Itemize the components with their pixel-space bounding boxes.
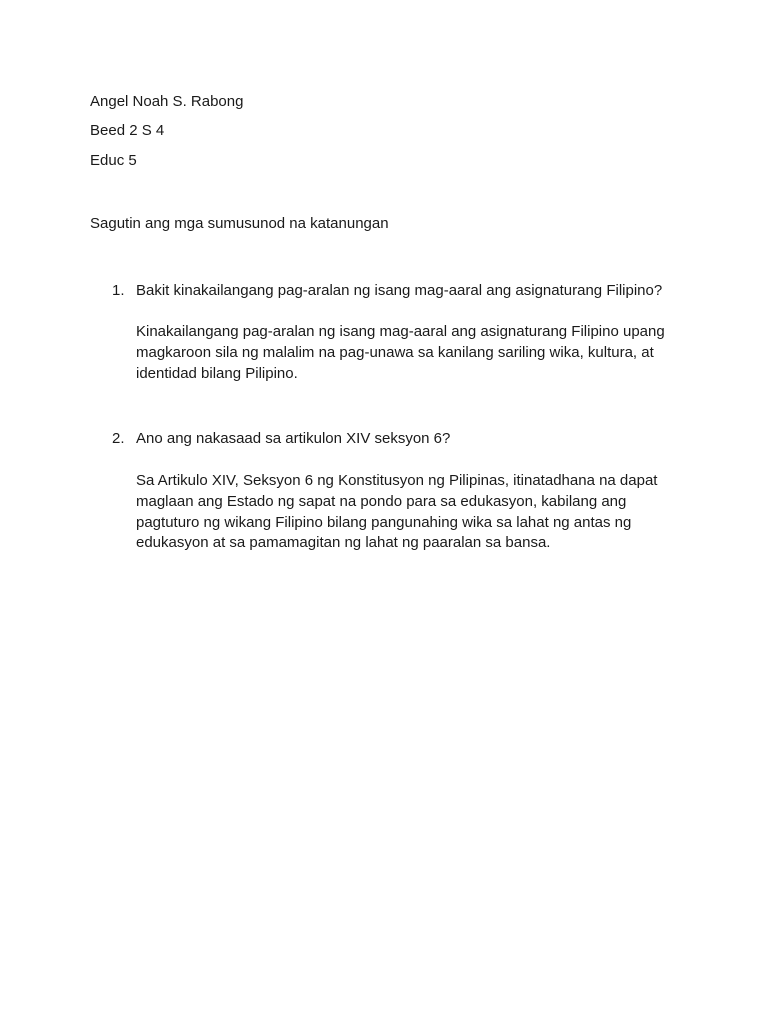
course-subject: Educ 5 <box>90 152 137 169</box>
question-number: 1. <box>112 282 125 299</box>
answer-text: Kinakailangang pag-aralan ng isang mag-aaral ang asignaturang Filipino upang magkaroon sila ng malalim na pag-unawa sa kanilang sariling wika, kultura, at identidad bilang Pilipino. <box>136 323 665 382</box>
question-text: Bakit kinakailangang pag-aralan ng isang mag-aaral ang asignaturang Filipino? <box>136 282 663 299</box>
answer-text: Sa Artikulo XIV, Seksyon 6 ng Konstitusyon ng Pilipinas, itinatadhana na dapat maglaan ang Estado ng sapat na pondo para sa edukasyon, kabilang ang pagtuturo ng wikang Filipino bilang pangunahing wika sa lahat ng antas ng edukasyon at sa pamamagitan ng lahat ng paaralan sa bansa. <box>136 472 658 552</box>
student-name: Angel Noah S. Rabong <box>90 93 244 110</box>
question-number: 2. <box>112 430 125 447</box>
student-section: Beed 2 S 4 <box>90 122 165 139</box>
question-text: Ano ang nakasaad sa artikulon XIV seksyon 6? <box>136 430 451 447</box>
instruction-text: Sagutin ang mga sumusunod na katanungan <box>90 215 389 232</box>
